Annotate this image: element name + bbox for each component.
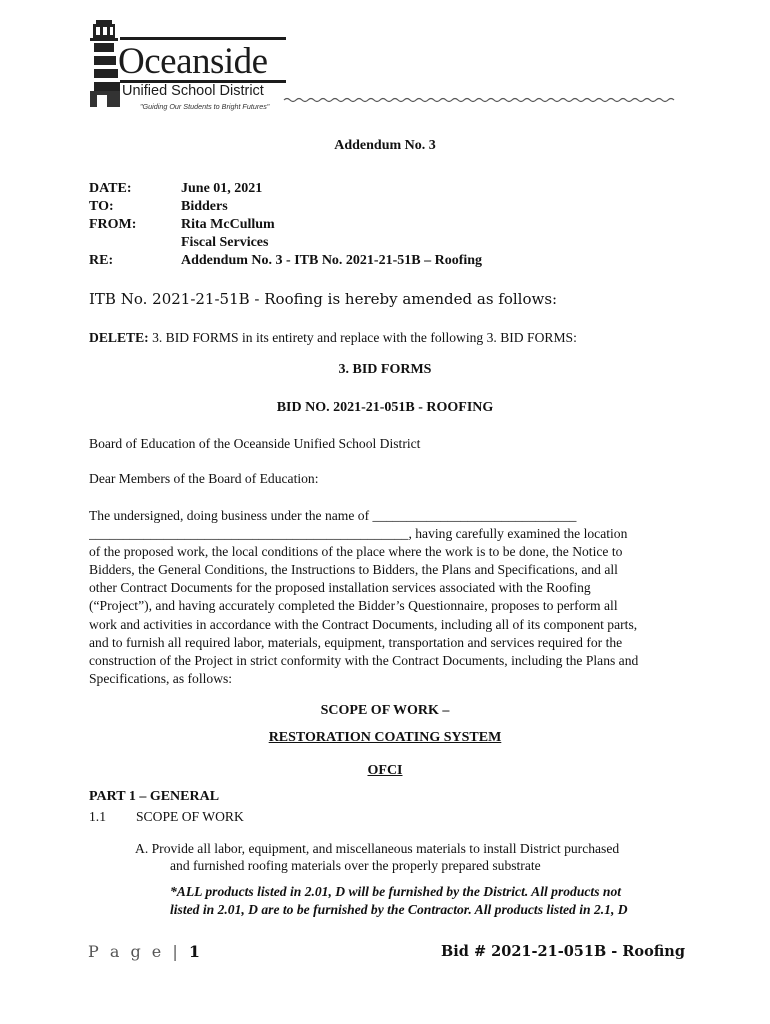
- scope-title: SCOPE OF WORK –: [320, 703, 450, 718]
- logo-district-name: Oceanside: [118, 41, 268, 82]
- body-line: The undersigned, doing business under the name of ______________________________: [89, 508, 577, 523]
- from-value: Rita McCullum: [181, 217, 275, 232]
- logo-tagline: "Guiding Our Students to Bright Futures": [140, 102, 270, 111]
- body-line: work and activities in accordance with the Contract Documents, including all of its component parts,: [89, 616, 638, 632]
- delete-label: DELETE:: [89, 330, 149, 345]
- re-label: RE:: [89, 253, 114, 268]
- body-line: Bidders, the General Conditions, the Instructions to Bidders, the Plans and Specifications, and all: [89, 562, 618, 578]
- restoration-title-wrap: [0, 730, 770, 746]
- item-a-line2: and furnished roofing materials over the properly prepared substrate: [170, 858, 541, 873]
- part1-heading: PART 1 – GENERAL: [89, 789, 220, 804]
- item-title: SCOPE OF WORK: [136, 809, 244, 824]
- to-label: TO:: [89, 199, 114, 214]
- amended-statement: ITB No. 2021-21-51B - Roofing is hereby amended as follows:: [89, 290, 558, 308]
- salutation: Dear Members of the Board of Education:: [89, 471, 319, 486]
- board-line: Board of Education of the Oceanside Unified School District: [89, 436, 421, 451]
- body-line: (“Project”), and having accurately completed the Bidder’s Questionnaire, proposes to perform all: [89, 598, 618, 614]
- body-line: _______________________________________________, having carefully examined the location: [89, 526, 628, 542]
- to-value: Bidders: [181, 199, 228, 214]
- body-line: construction of the Project in strict conformity with the Contract Documents, including the Plans and: [89, 652, 639, 668]
- body-line: other Contract Documents for the proposed installation services associated with the Roofing: [89, 580, 591, 596]
- footer-page-label: P a g e |: [88, 942, 181, 961]
- restoration-title: RESTORATION COATING SYSTEM: [268, 730, 502, 745]
- delete-instruction: [89, 330, 577, 346]
- ofci-title-wrap: [0, 763, 770, 779]
- footer-page-value: 1: [188, 942, 200, 961]
- body-line: Specifications, as follows:: [89, 670, 233, 686]
- date-label: DATE:: [89, 181, 132, 196]
- delete-text: 3. BID FORMS in its entirety and replace with the following 3. BID FORMS:: [148, 330, 577, 345]
- from-value-department: Fiscal Services: [181, 235, 269, 250]
- addendum-title: Addendum No. 3: [334, 138, 436, 153]
- footer-page-number: [88, 942, 200, 961]
- footer-bid-reference: Bid # 2021-21-051B - Roofing: [441, 943, 685, 960]
- bid-title: BID NO. 2021-21-051B - ROOFING: [276, 400, 494, 415]
- re-value: Addendum No. 3 - ITB No. 2021-21-51B – Roofing: [181, 253, 483, 268]
- ofci-title: OFCI: [367, 763, 403, 778]
- body-paragraph: [89, 507, 681, 688]
- item-number: 1.1: [89, 809, 106, 824]
- from-label: FROM:: [89, 217, 137, 232]
- body-line: of the proposed work, the local conditions of the place where the work is to be done, the Notice to: [89, 544, 623, 560]
- note-line2: listed in 2.01, D are to be furnished by the Contractor. All products listed in 2.1, D: [170, 902, 628, 917]
- date-value: June 01, 2021: [181, 181, 263, 196]
- note-line1: *ALL products listed in 2.01, D will be furnished by the District. All products not: [170, 884, 622, 899]
- body-line: and to furnish all required labor, materials, equipment, transportation and services required for the: [89, 634, 623, 650]
- item-a-line1: A. Provide all labor, equipment, and miscellaneous materials to install District purchased: [135, 841, 620, 856]
- logo-subtitle: Unified School District: [122, 83, 264, 99]
- section-title: 3. BID FORMS: [338, 362, 432, 377]
